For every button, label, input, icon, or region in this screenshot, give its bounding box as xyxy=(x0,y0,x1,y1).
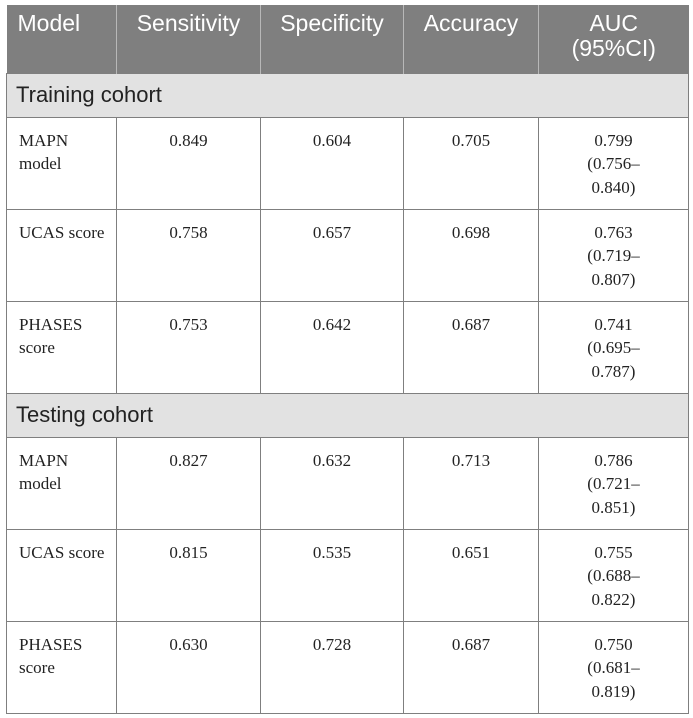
auc-value: 0.755 (0.688–0.822) xyxy=(539,529,689,621)
model-name: PHASES score xyxy=(7,301,117,393)
table-body xyxy=(7,73,689,713)
header-row xyxy=(7,5,689,73)
specificity-value: 0.632 xyxy=(261,437,404,529)
table-row xyxy=(7,621,689,713)
accuracy-value: 0.687 xyxy=(404,301,539,393)
sensitivity-value: 0.630 xyxy=(117,621,261,713)
specificity-value: 0.535 xyxy=(261,529,404,621)
accuracy-value: 0.705 xyxy=(404,117,539,209)
sensitivity-value: 0.849 xyxy=(117,117,261,209)
sensitivity-value: 0.753 xyxy=(117,301,261,393)
table-row xyxy=(7,209,689,301)
header-accuracy: Accuracy xyxy=(404,5,539,73)
specificity-value: 0.604 xyxy=(261,117,404,209)
model-name: PHASES score xyxy=(7,621,117,713)
section-title: Training cohort xyxy=(7,73,689,117)
auc-value: 0.741 (0.695–0.787) xyxy=(539,301,689,393)
sensitivity-value: 0.758 xyxy=(117,209,261,301)
table-row xyxy=(7,437,689,529)
table-row xyxy=(7,301,689,393)
model-name: MAPN model xyxy=(7,117,117,209)
accuracy-value: 0.687 xyxy=(404,621,539,713)
model-performance-table xyxy=(6,5,689,714)
header-auc: AUC (95%CI) xyxy=(539,5,689,73)
accuracy-value: 0.698 xyxy=(404,209,539,301)
sensitivity-value: 0.827 xyxy=(117,437,261,529)
auc-value: 0.786 (0.721–0.851) xyxy=(539,437,689,529)
model-name: UCAS score xyxy=(7,209,117,301)
model-name: MAPN model xyxy=(7,437,117,529)
auc-value: 0.799 (0.756–0.840) xyxy=(539,117,689,209)
specificity-value: 0.642 xyxy=(261,301,404,393)
section-row-testing xyxy=(7,393,689,437)
table-header xyxy=(7,5,689,73)
model-name: UCAS score xyxy=(7,529,117,621)
sensitivity-value: 0.815 xyxy=(117,529,261,621)
table-row xyxy=(7,117,689,209)
header-sensitivity: Sensitivity xyxy=(117,5,261,73)
specificity-value: 0.657 xyxy=(261,209,404,301)
section-row-training xyxy=(7,73,689,117)
accuracy-value: 0.651 xyxy=(404,529,539,621)
header-model: Model xyxy=(7,5,117,73)
accuracy-value: 0.713 xyxy=(404,437,539,529)
auc-value: 0.750 (0.681–0.819) xyxy=(539,621,689,713)
auc-value: 0.763 (0.719–0.807) xyxy=(539,209,689,301)
header-specificity: Specificity xyxy=(261,5,404,73)
section-title: Testing cohort xyxy=(7,393,689,437)
specificity-value: 0.728 xyxy=(261,621,404,713)
table-row xyxy=(7,529,689,621)
